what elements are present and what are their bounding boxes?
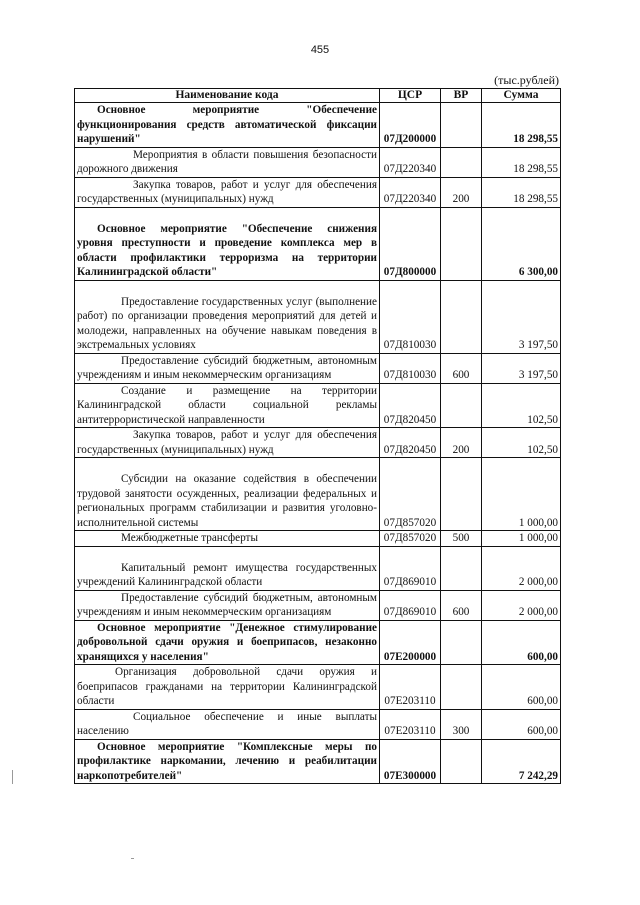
row-vr xyxy=(441,147,482,177)
row-csr: 07Д869010 xyxy=(380,546,441,590)
row-name: Субсидии на оказание содействия в обеспечении трудовой занятости осужденных, реализации федеральных и региональных программ стабилизации и развития уголовно-исполнительной системы xyxy=(77,473,377,529)
table-row xyxy=(75,590,561,620)
row-name-cell xyxy=(75,665,380,710)
header-name: Наименование кода xyxy=(75,89,380,103)
row-vr: 200 xyxy=(441,177,482,207)
table-row xyxy=(75,739,561,784)
table-row xyxy=(75,428,561,458)
row-name: Основное мероприятие "Обеспечение функционирования средств автоматической фиксации нарушений" xyxy=(77,104,377,145)
units-label: (тыс.рублей) xyxy=(494,73,559,87)
row-csr: 07Д800000 xyxy=(380,207,441,280)
row-name: Социальное обеспечение и иные выплаты населению xyxy=(77,710,377,737)
row-vr: 300 xyxy=(441,709,482,739)
scan-artifact xyxy=(131,858,134,859)
row-name-cell xyxy=(75,546,380,590)
row-vr xyxy=(441,546,482,590)
row-sum: 1 000,00 xyxy=(482,458,561,531)
row-name-cell xyxy=(75,590,380,620)
row-sum: 6 300,00 xyxy=(482,207,561,280)
table-row xyxy=(75,383,561,428)
row-name-cell xyxy=(75,458,380,531)
row-name: Мероприятия в области повышения безопасности дорожного движения xyxy=(77,148,377,175)
row-name: Закупка товаров, работ и услуг для обеспечения государственных (муниципальных) нужд xyxy=(77,429,377,456)
table-row xyxy=(75,177,561,207)
row-name: Межбюджетные трансферты xyxy=(121,532,258,544)
row-csr: 07Е300000 xyxy=(380,739,441,784)
row-csr: 07Д810030 xyxy=(380,280,441,353)
row-csr: 07Д810030 xyxy=(380,353,441,383)
row-csr: 07Е203110 xyxy=(380,665,441,710)
header-sum: Сумма xyxy=(482,89,561,103)
row-csr: 07Д857020 xyxy=(380,531,441,547)
table-row xyxy=(75,665,561,710)
budget-table xyxy=(74,88,561,784)
table-row xyxy=(75,620,561,665)
row-sum: 600,00 xyxy=(482,620,561,665)
row-sum: 2 000,00 xyxy=(482,590,561,620)
row-name-cell xyxy=(75,531,380,547)
row-name: Создание и размещение на территории Калининградской области социальной рекламы антитеррористической направленности xyxy=(77,384,377,426)
header-vr: ВР xyxy=(441,89,482,103)
row-vr: 600 xyxy=(441,353,482,383)
table-row xyxy=(75,353,561,383)
row-sum: 1 000,00 xyxy=(482,531,561,547)
row-csr: 07Е200000 xyxy=(380,620,441,665)
table-row xyxy=(75,103,561,148)
row-name: Предоставление субсидий бюджетным, автономным учреждениям и иным некоммерческим организациям xyxy=(77,354,377,381)
row-sum: 102,50 xyxy=(482,428,561,458)
row-name: Капитальный ремонт имущества государственных учреждений Калининградской области xyxy=(77,561,377,588)
table-row xyxy=(75,546,561,590)
row-vr xyxy=(441,103,482,148)
row-sum: 7 242,29 xyxy=(482,739,561,784)
row-csr: 07Д220340 xyxy=(380,147,441,177)
table-row xyxy=(75,458,561,531)
row-name-cell xyxy=(75,709,380,739)
row-csr: 07Д200000 xyxy=(380,103,441,148)
row-sum: 18 298,55 xyxy=(482,147,561,177)
row-csr: 07Е203110 xyxy=(380,709,441,739)
row-vr xyxy=(441,280,482,353)
row-name-cell xyxy=(75,739,380,784)
row-name-cell xyxy=(75,147,380,177)
row-name: Основное мероприятие "Денежное стимулирование добровольной сдачи оружия и боеприпасов, незаконно хранящихся у населения" xyxy=(77,621,377,663)
row-vr xyxy=(441,739,482,784)
row-name: Организация добровольной сдачи оружия и боеприпасов гражданами на территории Калининградской области xyxy=(77,666,377,707)
row-sum: 102,50 xyxy=(482,383,561,428)
row-vr: 600 xyxy=(441,590,482,620)
table-row xyxy=(75,147,561,177)
row-name: Предоставление субсидий бюджетным, автономным учреждениям и иным некоммерческим организациям xyxy=(77,591,377,618)
row-vr xyxy=(441,383,482,428)
scan-artifact xyxy=(12,770,13,784)
table-row xyxy=(75,280,561,353)
row-name-cell xyxy=(75,383,380,428)
row-sum: 3 197,50 xyxy=(482,353,561,383)
row-csr: 07Д857020 xyxy=(380,458,441,531)
row-name: Предоставление государственных услуг (выполнение работ) по организации проведения мероприятий для детей и молодежи, направленных на обучение навыкам поведения в экстремальных условиях xyxy=(77,295,377,351)
row-vr xyxy=(441,665,482,710)
row-vr xyxy=(441,620,482,665)
row-sum: 18 298,55 xyxy=(482,177,561,207)
row-csr: 07Д820450 xyxy=(380,428,441,458)
row-sum: 2 000,00 xyxy=(482,546,561,590)
row-sum: 600,00 xyxy=(482,665,561,710)
row-vr: 200 xyxy=(441,428,482,458)
row-name: Закупка товаров, работ и услуг для обеспечения государственных (муниципальных) нужд xyxy=(77,178,377,205)
table-row xyxy=(75,709,561,739)
header-csr: ЦСР xyxy=(380,89,441,103)
row-name-cell xyxy=(75,207,380,280)
row-name-cell xyxy=(75,177,380,207)
table-header-row xyxy=(75,89,561,103)
row-sum: 600,00 xyxy=(482,709,561,739)
row-csr: 07Д820450 xyxy=(380,383,441,428)
row-csr: 07Д220340 xyxy=(380,177,441,207)
row-sum: 3 197,50 xyxy=(482,280,561,353)
row-name-cell xyxy=(75,428,380,458)
table-row xyxy=(75,207,561,280)
row-vr xyxy=(441,207,482,280)
row-name-cell xyxy=(75,103,380,148)
row-sum: 18 298,55 xyxy=(482,103,561,148)
row-name-cell xyxy=(75,620,380,665)
row-name: Основное мероприятие "Обеспечение снижения уровня преступности и проведение комплекса мер в области профилактики терроризма на территории Калининградской области" xyxy=(77,222,377,278)
row-name-cell xyxy=(75,353,380,383)
row-csr: 07Д869010 xyxy=(380,590,441,620)
row-name-cell xyxy=(75,280,380,353)
row-vr xyxy=(441,458,482,531)
row-vr: 500 xyxy=(441,531,482,547)
row-name: Основное мероприятие "Комплексные меры по профилактике наркомании, лечению и реабилитации наркопотребителей" xyxy=(77,740,377,782)
table-row xyxy=(75,531,561,547)
page-number: 455 xyxy=(310,44,330,56)
